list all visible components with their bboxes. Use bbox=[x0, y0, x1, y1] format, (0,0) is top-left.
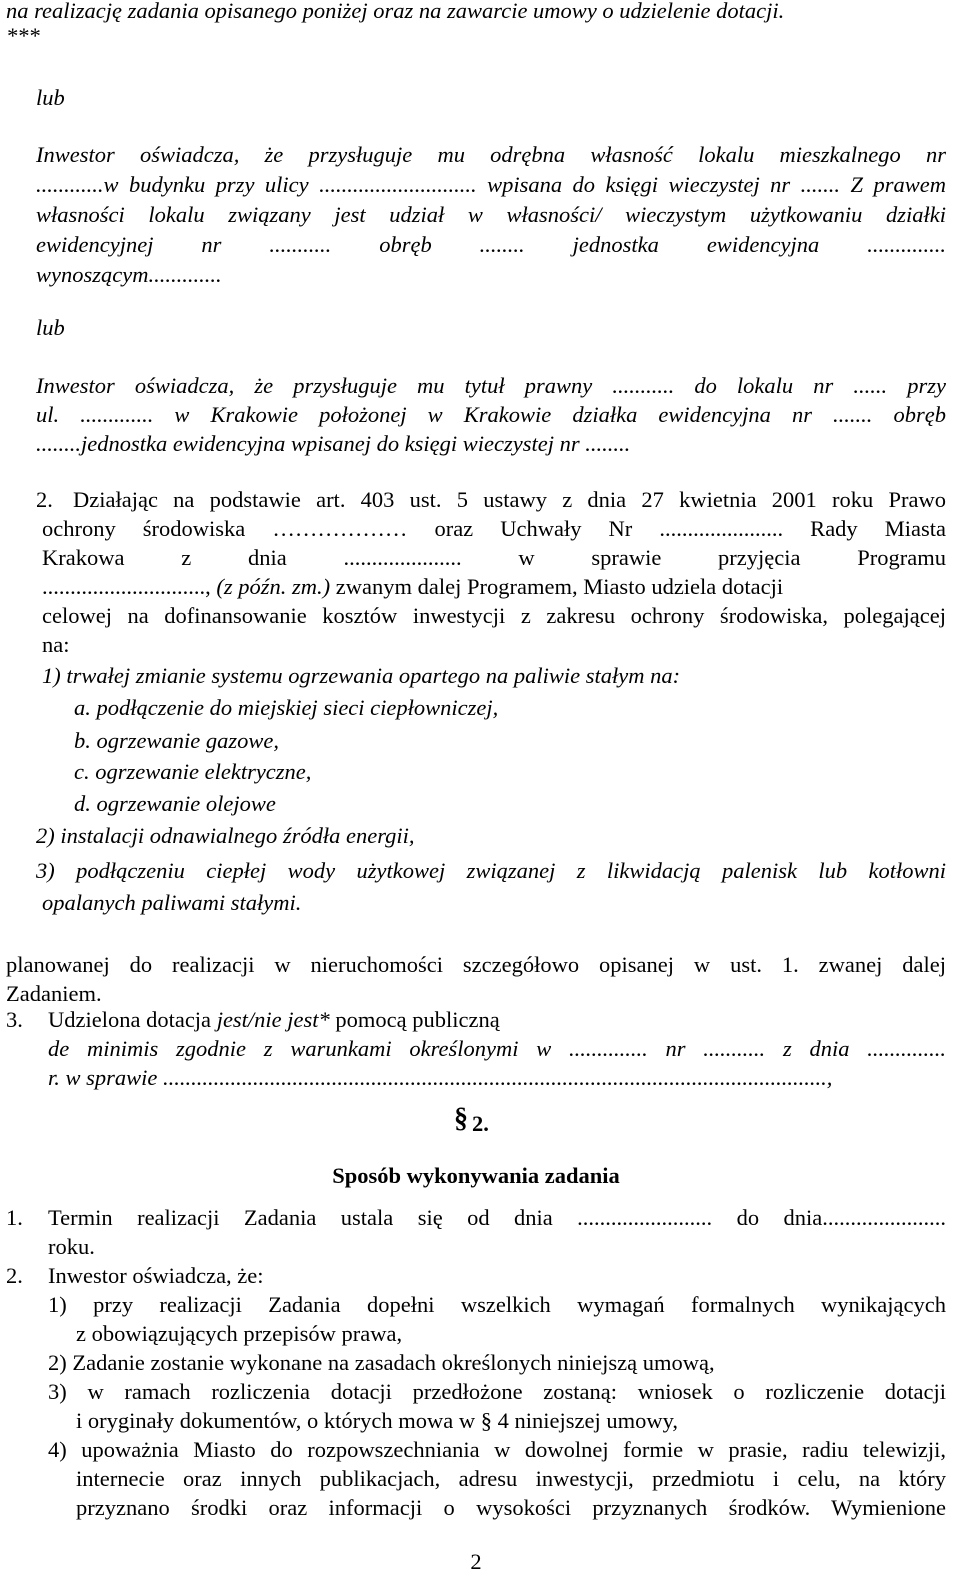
list-subitem: d. ogrzewanie olejowe bbox=[74, 791, 276, 816]
alt-lub: lub bbox=[36, 315, 65, 340]
section-title: Sposób wykonywania zadania bbox=[332, 1163, 620, 1188]
list-subitem: b. ogrzewanie gazowe, bbox=[74, 728, 279, 753]
list-item: 1) trwałej zmianie systemu ogrzewania opartego na paliwie stałym na: bbox=[42, 663, 681, 688]
alt1-line: własności lokalu związany jest udział w własności/ wieczystym użytkowaniu działki bbox=[36, 202, 946, 227]
s2-item: 4) upoważnia Miasto do rozpowszechniania w dowolnej formie w prasie, radiu telewizji, bbox=[48, 1437, 946, 1462]
list-item: 3) podłączeniu ciepłej wody użytkowej związanej z likwidacją palenisk lub kotłowni bbox=[36, 858, 946, 883]
s1-line: Termin realizacji Zadania ustala się od dnia ........................ do dnia...................... bbox=[48, 1205, 946, 1230]
list-subitem: c. ogrzewanie elektryczne, bbox=[74, 759, 312, 784]
alt2-line: ul. ............. w Krakowie położonej w Krakowie działka ewidencyjna nr ....... obręb bbox=[36, 402, 946, 427]
p3-choice: jest/nie jest* bbox=[216, 1007, 330, 1032]
item-number: 2. bbox=[36, 487, 53, 512]
alt2-line: ........jednostka ewidencyjna wpisanej do księgi wieczystej nr ........ bbox=[36, 431, 631, 456]
p3-line: de minimis zgodnie z warunkami określonymi w .............. nr ........... z dnia .............. bbox=[48, 1036, 946, 1061]
s1-line: roku. bbox=[48, 1234, 95, 1259]
p3-line: r. w sprawie ......................................................................................................................, bbox=[48, 1065, 833, 1090]
planned-line: Zadaniem. bbox=[6, 981, 102, 1006]
item-number: 2. bbox=[6, 1263, 23, 1288]
alt1-line: wynoszącym............. bbox=[36, 262, 222, 287]
planned-line: planowanej do realizacji w nieruchomości szczegółowo opisanej w ust. 1. zwanej dalej bbox=[6, 952, 946, 977]
alt1-line: ............w budynku przy ulicy ............................ wpisana do księgi wieczystej nr ....... Z prawem bbox=[36, 172, 946, 197]
alt2-line: Inwestor oświadcza, że przysługuje mu tytuł prawny ........... do lokalu nr ...... przy bbox=[36, 373, 946, 398]
page-number: 2 bbox=[470, 1549, 482, 1574]
s2-item: 2) Zadanie zostanie wykonane na zasadach określonych niniejszą umową, bbox=[48, 1350, 715, 1375]
item-number: 3. bbox=[6, 1007, 23, 1032]
p2-line: ochrony środowiska ……………… oraz Uchwały Nr ...................... Rady Miasta bbox=[42, 516, 946, 541]
s2-item: 1) przy realizacji Zadania dopełni wszelkich wymagań formalnych wynikających bbox=[48, 1292, 946, 1317]
section-sign: § bbox=[454, 1103, 468, 1134]
separator-stars: *** bbox=[6, 23, 40, 48]
alt1-line: ewidencyjnej nr ........... obręb ........ jednostka ewidencyjna .............. bbox=[36, 232, 946, 257]
p3-line bbox=[48, 1006, 500, 1034]
p2-line bbox=[42, 573, 783, 601]
s2-item: internecie oraz innych publikacjach, adresu inwestycji, przedmiotu i celu, na który bbox=[76, 1466, 946, 1491]
s2-item: z obowiązujących przepisów prawa, bbox=[76, 1321, 403, 1346]
item-number: 1. bbox=[6, 1205, 23, 1230]
list-item: 2) instalacji odnawialnego źródła energii, bbox=[36, 823, 415, 848]
s2-item: przyznano środki oraz informacji o wysokości przyznanych środków. Wymienione bbox=[76, 1495, 946, 1520]
p2-line: na: bbox=[42, 632, 70, 657]
p2-line: Działając na podstawie art. 403 ust. 5 ustawy z dnia 27 kwietnia 2001 roku Prawo bbox=[73, 487, 946, 512]
intro-line: na realizację zadania opisanego poniżej oraz na zawarcie umowy o udzielenie dotacji. bbox=[6, 0, 785, 23]
alt1-line: Inwestor oświadcza, że przysługuje mu odrębna własność lokalu mieszkalnego nr bbox=[36, 142, 946, 167]
list-subitem: a. podłączenie do miejskiej sieci ciepłowniczej, bbox=[74, 695, 499, 720]
s2-line: Inwestor oświadcza, że: bbox=[48, 1263, 264, 1288]
alt-lub: lub bbox=[36, 85, 65, 110]
amendment-note: (z późn. zm.) bbox=[216, 574, 331, 599]
p2-text: zwanym dalej Programem, Miasto udziela dotacji bbox=[330, 574, 784, 599]
p3-text: pomocą publiczną bbox=[329, 1007, 500, 1032]
p2-line: Krakowa z dnia ..................... w sprawie przyjęcia Programu bbox=[42, 545, 946, 570]
list-item: opalanych paliwami stałymi. bbox=[42, 890, 302, 915]
s2-item: i oryginały dokumentów, o których mowa w § 4 niniejszej umowy, bbox=[76, 1408, 678, 1433]
s2-item: 3) w ramach rozliczenia dotacji przedłożone zostaną: wniosek o rozliczenie dotacji bbox=[48, 1379, 946, 1404]
section-number: 2. bbox=[472, 1111, 489, 1136]
dots: ............................., bbox=[42, 574, 217, 599]
p2-line: celowej na dofinansowanie kosztów inwestycji z zakresu ochrony środowiska, polegającej bbox=[42, 603, 946, 628]
p3-text: Udzielona dotacja bbox=[48, 1007, 217, 1032]
